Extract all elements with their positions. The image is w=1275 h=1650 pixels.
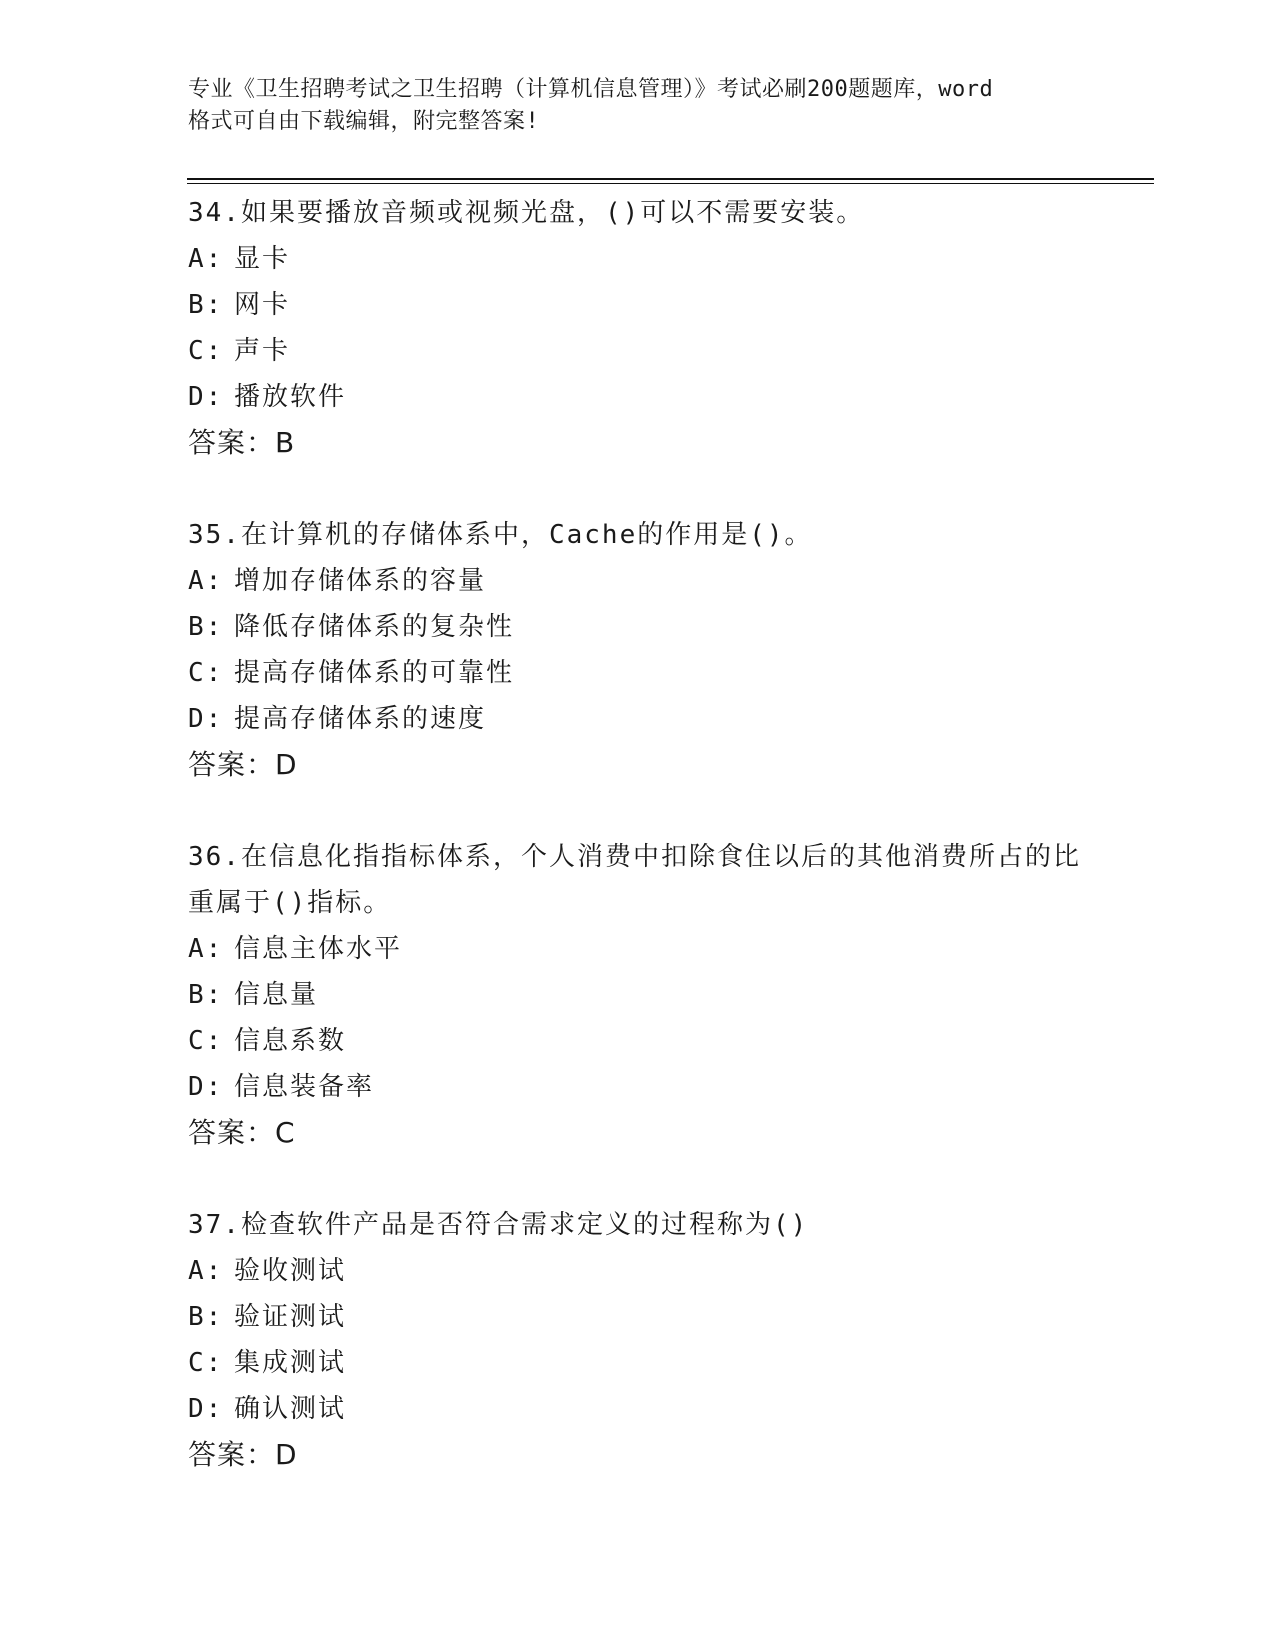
option-text: 播放软件 <box>234 382 347 412</box>
option-text: 降低存储体系的复杂性 <box>234 612 515 642</box>
option-letter: D: <box>188 1072 224 1102</box>
answer-line: 答案：D <box>188 748 298 781</box>
option-text: 信息系数 <box>234 1026 347 1056</box>
option-letter: C: <box>188 336 224 366</box>
option-letter: A: <box>188 244 224 274</box>
option-letter: D: <box>188 1394 224 1424</box>
option-c <box>188 1340 1088 1386</box>
question-34 <box>188 190 1088 466</box>
header-line-2: 格式可自由下载编辑，附完整答案! <box>188 109 540 134</box>
question-stem: 36.在信息化指指标体系，个人消费中扣除食住以后的其他消费所占的比重属于()指标。 <box>188 842 1081 918</box>
option-text: 声卡 <box>234 336 291 366</box>
option-letter: C: <box>188 1348 224 1378</box>
option-d <box>188 374 1088 420</box>
option-b <box>188 972 1088 1018</box>
question-36 <box>188 834 1088 1156</box>
option-text: 提高存储体系的可靠性 <box>234 658 515 688</box>
option-letter: C: <box>188 1026 224 1056</box>
option-letter: D: <box>188 382 224 412</box>
option-letter: C: <box>188 658 224 688</box>
option-text: 显卡 <box>234 244 291 274</box>
option-letter: B: <box>188 1302 224 1332</box>
option-d <box>188 1386 1088 1432</box>
option-c <box>188 650 1088 696</box>
question-stem: 34.如果要播放音频或视频光盘，()可以不需要安装。 <box>188 198 865 228</box>
option-text: 增加存储体系的容量 <box>234 566 487 596</box>
option-text: 信息量 <box>234 980 319 1010</box>
document-header <box>188 74 1088 138</box>
question-37 <box>188 1202 1088 1478</box>
header-divider-thin <box>187 183 1154 184</box>
option-letter: D: <box>188 704 224 734</box>
option-c <box>188 1018 1088 1064</box>
option-a <box>188 236 1088 282</box>
option-text: 提高存储体系的速度 <box>234 704 487 734</box>
option-letter: B: <box>188 980 224 1010</box>
option-text: 网卡 <box>234 290 291 320</box>
option-text: 集成测试 <box>234 1348 347 1378</box>
option-b <box>188 604 1088 650</box>
option-letter: A: <box>188 1256 224 1286</box>
option-c <box>188 328 1088 374</box>
question-stem: 35.在计算机的存储体系中，Cache的作用是()。 <box>188 520 813 550</box>
option-letter: A: <box>188 566 224 596</box>
option-letter: B: <box>188 290 224 320</box>
option-a <box>188 926 1088 972</box>
option-d <box>188 696 1088 742</box>
header-line-1: 专业《卫生招聘考试之卫生招聘（计算机信息管理）》考试必刷200题题库，word <box>188 77 994 102</box>
option-a <box>188 1248 1088 1294</box>
option-a <box>188 558 1088 604</box>
option-d <box>188 1064 1088 1110</box>
option-text: 验证测试 <box>234 1302 347 1332</box>
option-text: 验收测试 <box>234 1256 347 1286</box>
answer-line: 答案：D <box>188 1438 298 1471</box>
option-letter: A: <box>188 934 224 964</box>
question-list <box>188 190 1088 1524</box>
answer-line: 答案：C <box>188 1116 296 1149</box>
option-b <box>188 282 1088 328</box>
answer-line: 答案：B <box>188 426 296 459</box>
option-text: 信息主体水平 <box>234 934 403 964</box>
option-b <box>188 1294 1088 1340</box>
option-text: 确认测试 <box>234 1394 347 1424</box>
option-text: 信息装备率 <box>234 1072 375 1102</box>
header-divider-thick <box>187 178 1154 180</box>
option-letter: B: <box>188 612 224 642</box>
question-35 <box>188 512 1088 788</box>
question-stem: 37.检查软件产品是否符合需求定义的过程称为() <box>188 1210 809 1240</box>
